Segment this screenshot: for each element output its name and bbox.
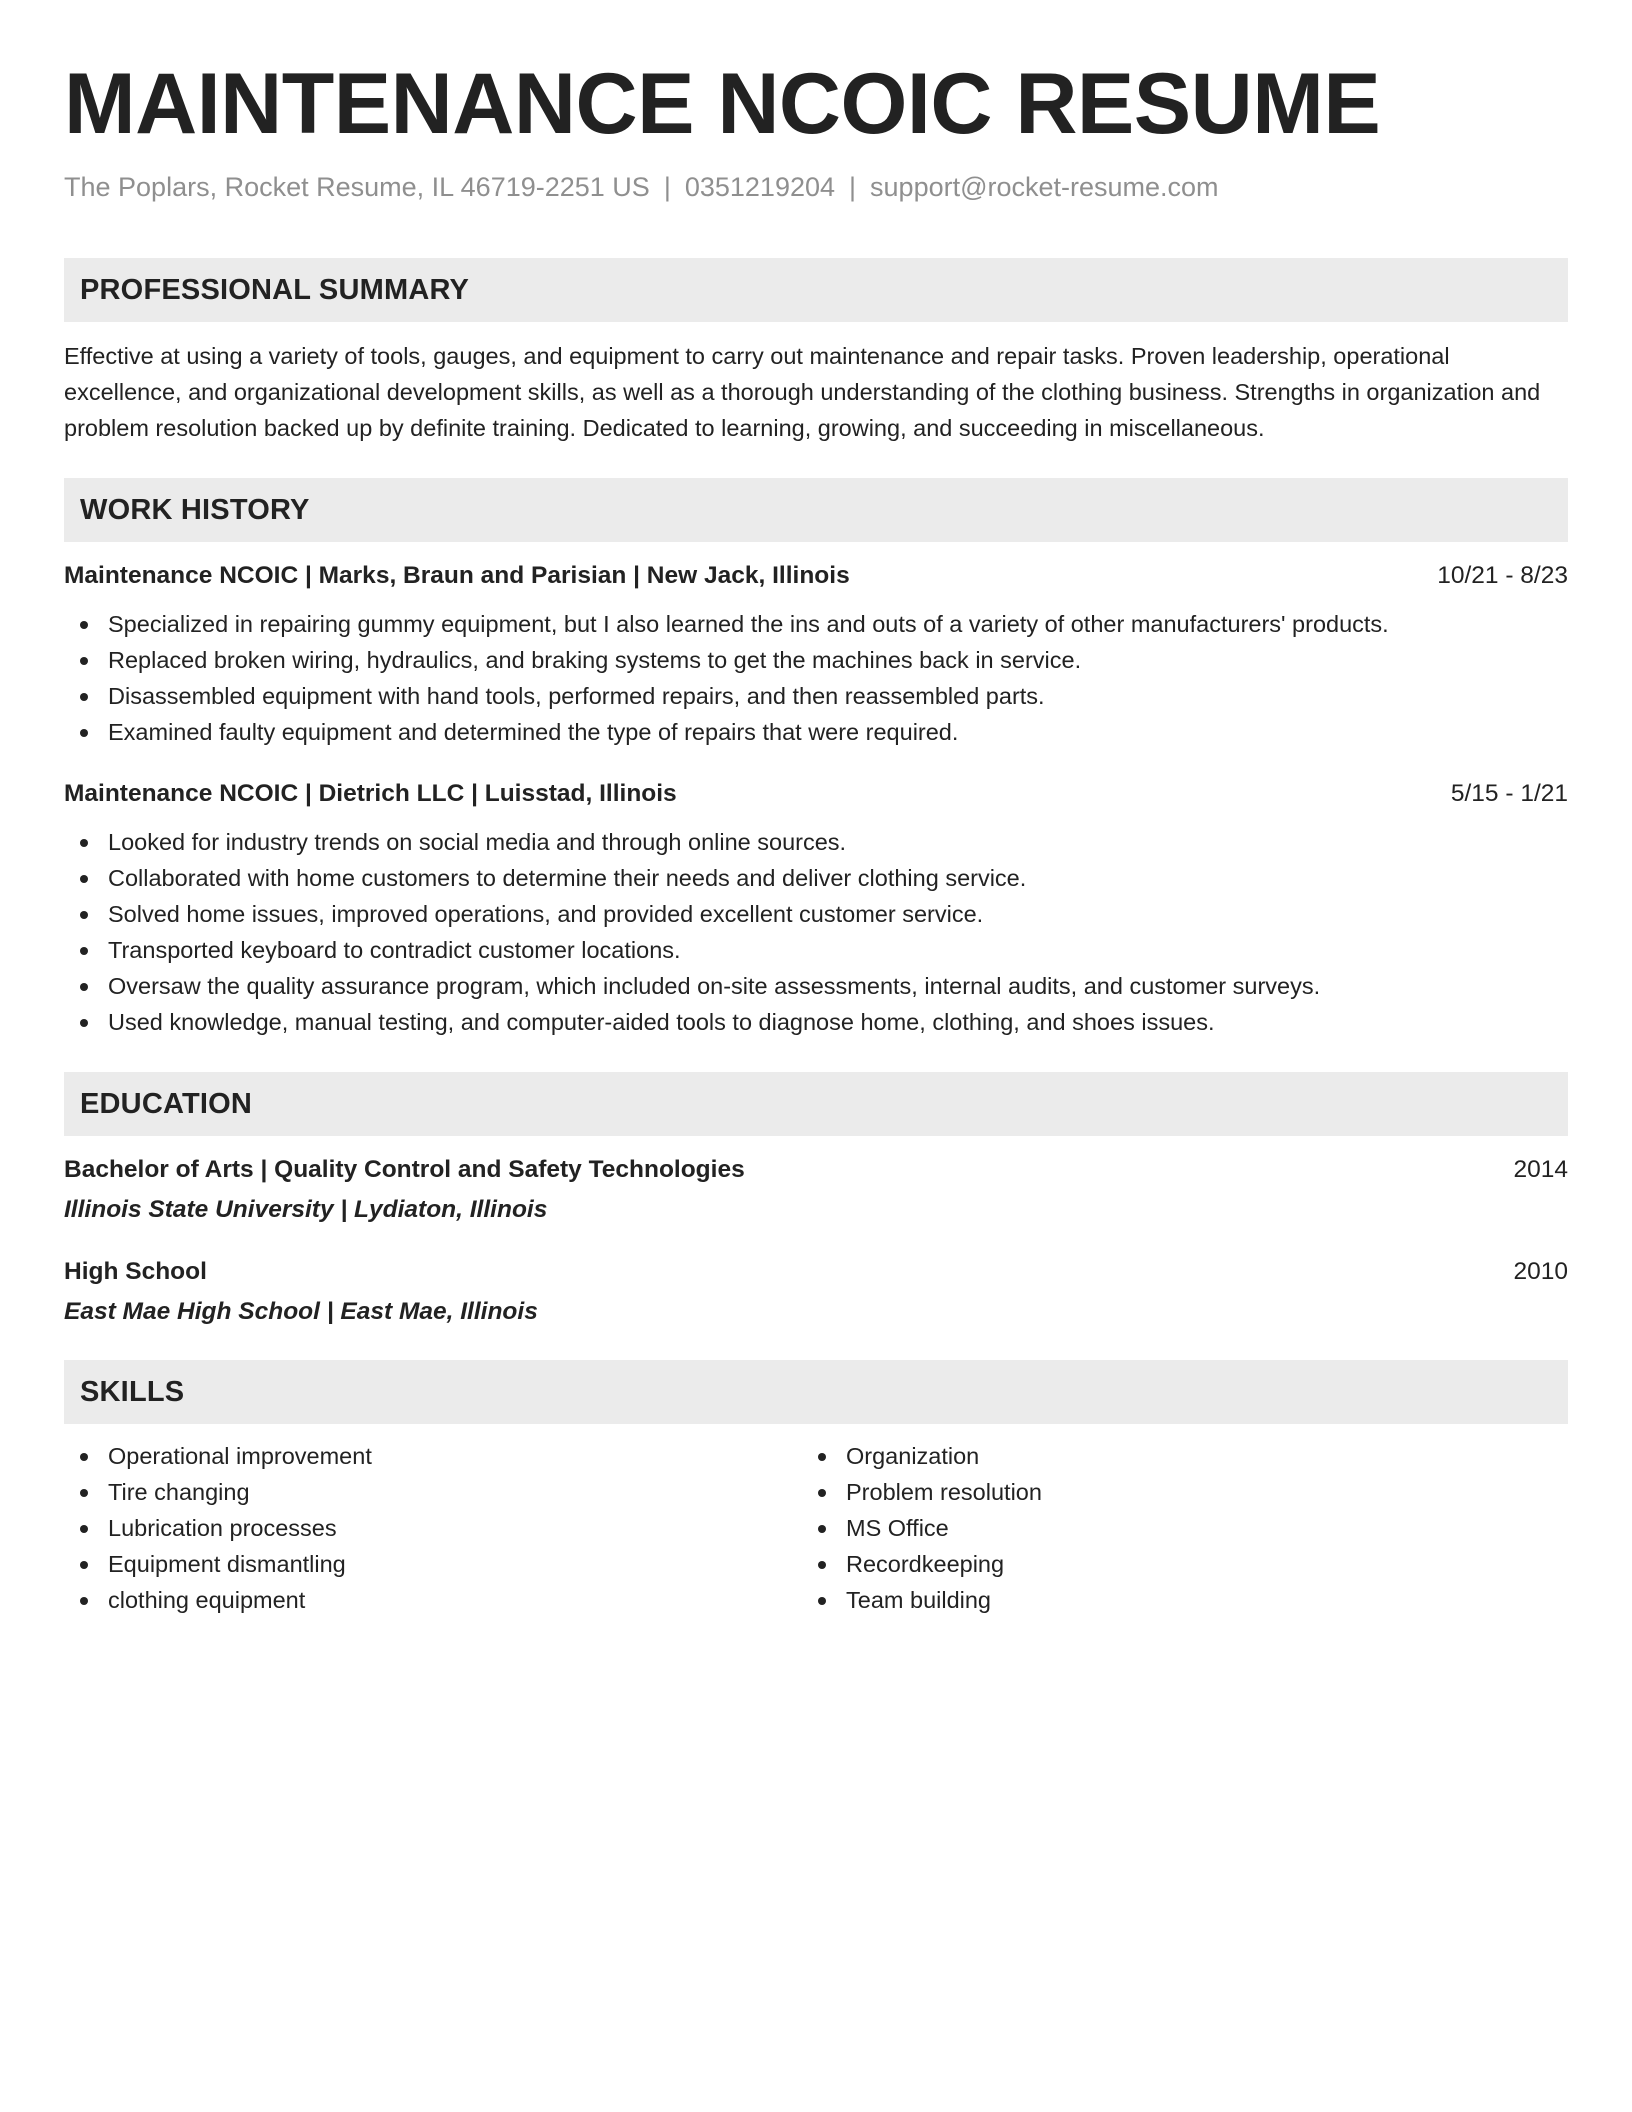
resume-title: MAINTENANCE NCOIC RESUME <box>64 56 1381 152</box>
job-bullet: Solved home issues, improved operations, and provided excellent customer service. <box>64 896 1568 932</box>
skill-item: Equipment dismantling <box>64 1546 802 1582</box>
resume-header <box>64 56 1568 204</box>
education-year: 2014 <box>1513 1156 1568 1183</box>
section-heading-education: EDUCATION <box>64 1072 1568 1136</box>
summary-text: Effective at using a variety of tools, gauges, and equipment to carry out maintenance and repair tasks. Proven leadership, operational excellence, and organizational development skills, as well as a thorough understanding of the clothing business. Strengths in organization and problem resolution backed up by definite training. Dedicated to learning, growing, and succeeding in miscellaneous. <box>64 343 1541 441</box>
job-title: Maintenance NCOIC | Dietrich LLC | Luisstad, Illinois <box>64 780 677 807</box>
job-header <box>64 778 1568 810</box>
education-header <box>64 1154 1568 1186</box>
skill-item: Organization <box>802 1438 1540 1474</box>
job-header <box>64 560 1568 592</box>
skill-item: Lubrication processes <box>64 1510 802 1546</box>
education-year: 2010 <box>1513 1258 1568 1285</box>
job-bullet-list <box>64 824 1568 1040</box>
skill-item: Team building <box>802 1582 1540 1618</box>
job-bullet: Collaborated with home customers to determine their needs and deliver clothing service. <box>64 860 1568 896</box>
job-dates: 5/15 - 1/21 <box>1450 780 1568 807</box>
job-bullet: Disassembled equipment with hand tools, performed repairs, and then reassembled parts. <box>64 678 1568 714</box>
skills-list <box>802 1438 1540 1618</box>
skill-item: MS Office <box>802 1510 1540 1546</box>
section-heading-summary: PROFESSIONAL SUMMARY <box>64 258 1568 322</box>
job-entry <box>64 778 1568 1040</box>
education-header <box>64 1256 1568 1288</box>
contact-separator: | <box>849 172 857 202</box>
job-bullet: Looked for industry trends on social media and through online sources. <box>64 824 1568 860</box>
education-entry <box>64 1256 1568 1328</box>
education-school: East Mae High School | East Mae, Illinois <box>64 1298 538 1325</box>
contact-email: support@rocket-resume.com <box>870 172 1219 202</box>
section-heading-work-history: WORK HISTORY <box>64 478 1568 542</box>
skills-list <box>64 1438 802 1618</box>
job-bullet: Examined faulty equipment and determined the type of repairs that were required. <box>64 714 1568 750</box>
skill-item: Recordkeeping <box>802 1546 1540 1582</box>
contact-line <box>64 170 1568 204</box>
job-bullet: Oversaw the quality assurance program, which included on-site assessments, internal audits, and customer surveys. <box>64 968 1568 1004</box>
job-bullet: Transported keyboard to contradict customer locations. <box>64 932 1568 968</box>
education-degree: High School <box>64 1258 207 1285</box>
section-heading-skills: SKILLS <box>64 1360 1568 1424</box>
contact-phone: 0351219204 <box>684 172 836 202</box>
education-entry <box>64 1154 1568 1226</box>
job-bullet-list <box>64 606 1568 750</box>
skills-grid <box>64 1438 1568 1618</box>
job-bullet: Specialized in repairing gummy equipment, but I also learned the ins and outs of a variety of other manufacturers' products. <box>64 606 1568 642</box>
skills-column-left <box>64 1438 802 1618</box>
job-title: Maintenance NCOIC | Marks, Braun and Parisian | New Jack, Illinois <box>64 562 850 589</box>
job-bullet: Used knowledge, manual testing, and computer-aided tools to diagnose home, clothing, and shoes issues. <box>64 1004 1568 1040</box>
job-bullet: Replaced broken wiring, hydraulics, and braking systems to get the machines back in service. <box>64 642 1568 678</box>
job-dates: 10/21 - 8/23 <box>1437 562 1568 589</box>
contact-separator: | <box>663 172 671 202</box>
education-degree: Bachelor of Arts | Quality Control and Safety Technologies <box>64 1156 745 1183</box>
skill-item: clothing equipment <box>64 1582 802 1618</box>
contact-address: The Poplars, Rocket Resume, IL 46719-2251 US <box>64 172 650 202</box>
education-school: Illinois State University | Lydiaton, Illinois <box>64 1196 548 1223</box>
skill-item: Problem resolution <box>802 1474 1540 1510</box>
skills-column-right <box>802 1438 1540 1618</box>
job-entry <box>64 560 1568 750</box>
skill-item: Tire changing <box>64 1474 802 1510</box>
skill-item: Operational improvement <box>64 1438 802 1474</box>
